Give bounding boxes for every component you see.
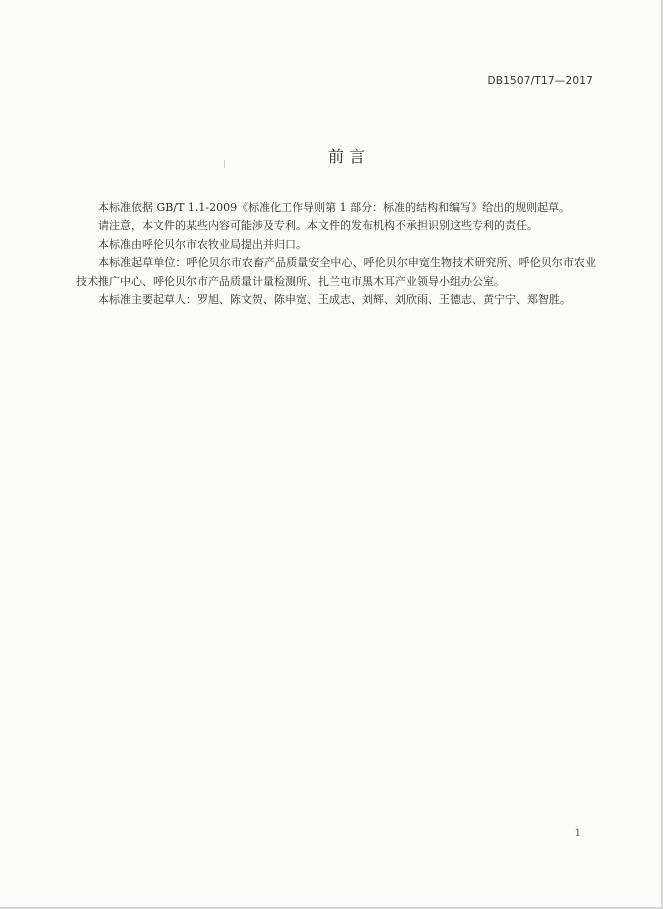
paragraph-patent-notice: 请注意，本文件的某些内容可能涉及专利。本文件的发布机构不承担识别这些专利的责任。 — [98, 219, 538, 233]
document-code: DB1507/T17—2017 — [487, 75, 593, 87]
scan-artifact — [224, 160, 225, 168]
page-title — [0, 144, 663, 167]
page-number: 1 — [574, 828, 581, 839]
paragraph-drafters: 本标准主要起草人：罗旭、陈文贺、陈申宽、王成志、刘辉、刘欣雨、王德志、黄宁宁、郑智胜。 — [98, 293, 571, 307]
title-text: 前 言 — [327, 147, 366, 166]
paragraph-drafting-units: 本标准起草单位：呼伦贝尔市农畜产品质量安全中心、呼伦贝尔申宽生物技术研究所、呼伦贝尔市农业技术推广中心、呼伦贝尔市产品质量计量检测所、扎兰屯市黑木耳产业领导小组办公室。 — [76, 256, 596, 288]
paragraph-proposer: 本标准由呼伦贝尔市农牧业局提出并归口。 — [98, 237, 307, 251]
preface-body — [76, 199, 596, 309]
paragraph-drafting-rules: 本标准依据 GB/T 1.1-2009《标准化工作导则第 1 部分：标准的结构和编写》给出的规则起草。 — [98, 201, 571, 214]
